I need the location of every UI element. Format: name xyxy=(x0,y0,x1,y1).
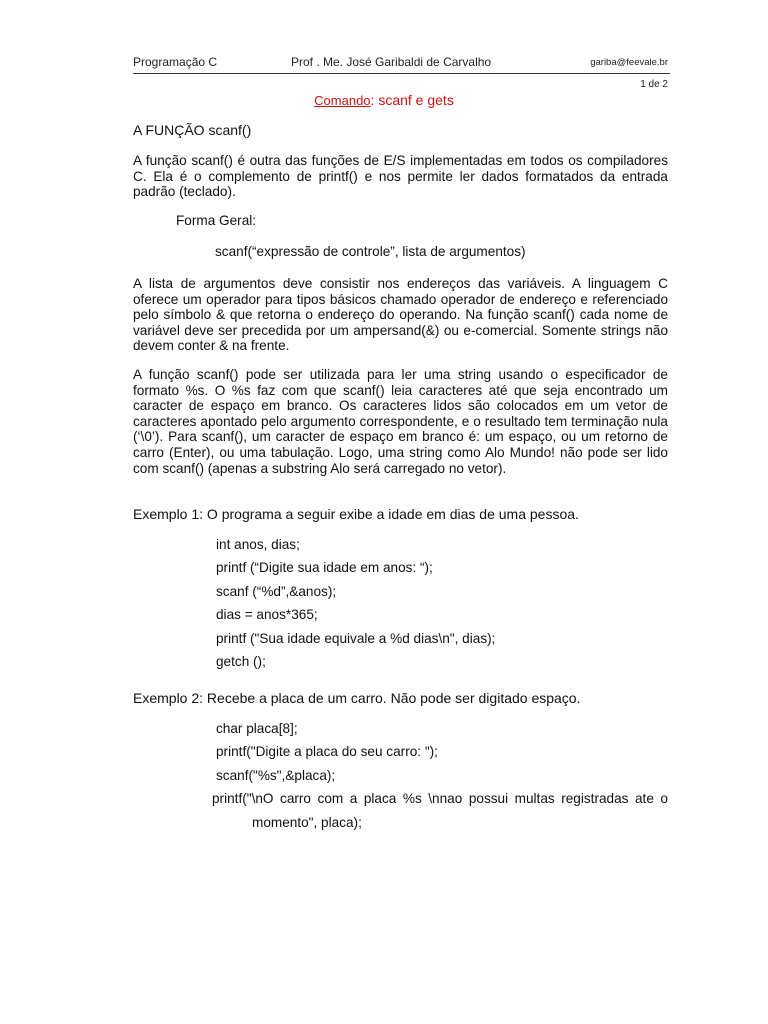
example2-code xyxy=(212,717,668,834)
paragraph-strings: A função scanf() pode ser utilizada para ler uma string usando o especificador de formato %s. O %s faz com que scanf() leia caracteres até que seja encontrado um caracter de espaço em branco. Os caracteres lidos são colocados em um vetor de caracteres apontado pelo argumento correspondente, e o resultado tem terminação nula (‘\0’). Para scanf(), um caracter de espaço em branco é: um espaço, ou um retorno de carro (Enter), ou uma tabulação. Logo, uma string como Alo Mundo! não pode ser lido com scanf() (apenas a substring Alo será carregado no vetor). xyxy=(133,367,668,476)
page-number: 1 de 2 xyxy=(640,79,668,90)
code-line: printf("Digite a placa do seu carro: "); xyxy=(216,744,438,760)
code-line: getch (); xyxy=(216,653,266,669)
code-line: dias = anos*365; xyxy=(216,607,318,623)
code-line: printf("\nO carro com a placa %s \nnao possui multas registradas ate o xyxy=(212,791,668,807)
header-email: gariba@feevale.br xyxy=(590,57,668,68)
code-line: momento", placa); xyxy=(252,814,362,830)
paragraph-arguments: A lista de argumentos deve consistir nos endereços das variáveis. A linguagem C oferece um operador para tipos básicos chamado operador de endereço e referenciado pelo símbolo & que retorna o endereço do operando. Na função scanf() cada nome de variável deve ser precedida por um ampersand(&) ou e-comercial. Somente strings não devem conter & na frente. xyxy=(133,276,668,354)
title-separator: : xyxy=(370,92,375,108)
paragraph-intro: A função scanf() é outra das funções de E/S implementadas em todos os compiladores C. Ela é o complemento de printf() e nos permite ler dados formatados da entrada padrão (teclado). xyxy=(133,153,668,200)
page-title xyxy=(0,92,768,108)
title-rest: scanf e gets xyxy=(374,92,454,108)
header-course: Programação C xyxy=(133,55,218,69)
scanf-syntax: scanf(“expressão de controle”, lista de argumentos) xyxy=(215,244,526,259)
code-line: printf ("Sua idade equivale a %d dias\n", dias); xyxy=(216,630,496,646)
code-line: char placa[8]; xyxy=(216,721,298,736)
title-prefix: Comando xyxy=(314,93,371,108)
code-line: printf (“Digite sua idade em anos: “); xyxy=(216,560,433,576)
example1-code xyxy=(216,533,668,673)
code-line: scanf (“%d”,&anos); xyxy=(216,583,337,599)
code-line: scanf("%s",&placa); xyxy=(216,767,336,783)
code-line: int anos, dias; xyxy=(216,537,300,552)
header-rule xyxy=(133,73,670,74)
header-author: Prof . Me. José Garibaldi de Carvalho xyxy=(291,55,492,69)
forma-geral-label: Forma Geral: xyxy=(176,213,257,228)
section-title: A FUNÇÃO scanf() xyxy=(133,122,252,138)
example1-title: Exemplo 1: O programa a seguir exibe a idade em dias de uma pessoa. xyxy=(133,506,579,522)
example2-title: Exemplo 2: Recebe a placa de um carro. Não pode ser digitado espaço. xyxy=(133,690,581,706)
